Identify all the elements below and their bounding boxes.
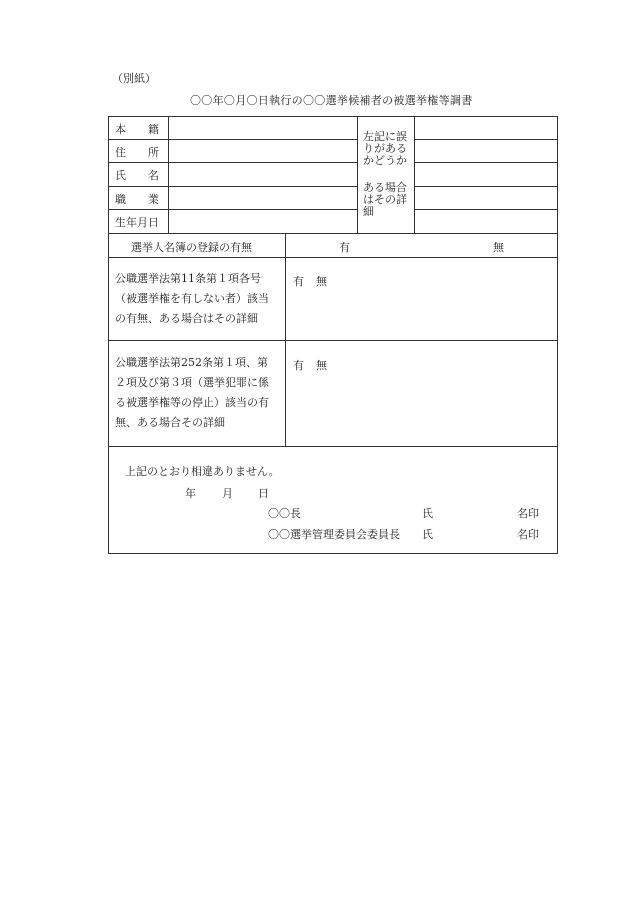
signer1-title: 〇〇長 bbox=[268, 507, 301, 520]
registration-no[interactable]: 無 bbox=[493, 241, 504, 254]
correction-field-3[interactable] bbox=[415, 163, 557, 186]
signer2-title: 〇〇選挙管理委員会委員長 bbox=[268, 528, 400, 541]
row-label-birthdate: 生年月日 bbox=[115, 216, 159, 229]
row-label-address: 住 所 bbox=[115, 146, 159, 159]
date-month-label: 月 bbox=[222, 487, 233, 500]
article252-no[interactable]: 無 bbox=[316, 359, 327, 372]
birthdate-field[interactable] bbox=[169, 210, 357, 233]
address-field[interactable] bbox=[169, 140, 357, 162]
signer2-name-label: 氏 bbox=[422, 528, 433, 541]
honseki-field[interactable] bbox=[169, 117, 357, 139]
correction-field-4[interactable] bbox=[415, 187, 557, 209]
signer1-name-label: 氏 bbox=[422, 507, 433, 520]
signer1-seal: 名印 bbox=[517, 507, 539, 520]
row-label-name: 氏 名 bbox=[115, 169, 159, 182]
name-field[interactable] bbox=[169, 163, 357, 186]
correction-field-5[interactable] bbox=[415, 210, 557, 233]
correction-field-2[interactable] bbox=[415, 140, 557, 162]
document-title: 〇〇年〇月〇日執行の〇〇選挙候補者の被選挙権等調書 bbox=[190, 94, 473, 107]
date-year-label: 年 bbox=[185, 487, 196, 500]
date-day-label: 日 bbox=[258, 487, 269, 500]
registration-label: 選挙人名簿の登録の有無 bbox=[131, 241, 252, 254]
occupation-field[interactable] bbox=[169, 187, 357, 209]
row-label-honseki: 本 籍 bbox=[115, 123, 159, 136]
correction-field-1[interactable] bbox=[415, 117, 557, 139]
registration-yes[interactable]: 有 bbox=[339, 241, 350, 254]
article252-yes[interactable]: 有 bbox=[293, 359, 304, 372]
signer2-seal: 名印 bbox=[517, 528, 539, 541]
certification-statement: 上記のとおり相違ありません。 bbox=[125, 465, 280, 478]
attachment-label: （別紙） bbox=[112, 72, 156, 85]
article11-no[interactable]: 無 bbox=[316, 275, 327, 288]
article11-yes[interactable]: 有 bbox=[293, 275, 304, 288]
row-label-occupation: 職 業 bbox=[115, 193, 159, 206]
